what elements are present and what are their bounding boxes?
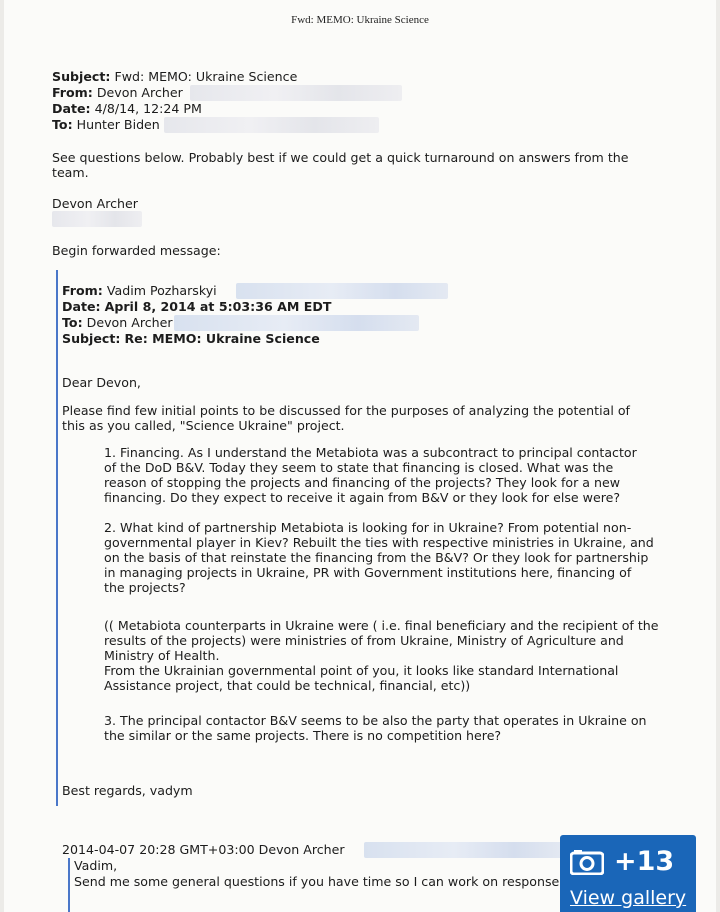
note-line: From the Ukrainian governmental point of you, it looks like standard International xyxy=(104,663,619,678)
quote-bar xyxy=(68,858,70,912)
view-gallery-label[interactable]: View gallery xyxy=(570,887,687,909)
point-1-line: reason of stopping the projects and financing of the projects? They look for a new xyxy=(104,475,621,490)
redacted-email xyxy=(164,117,379,133)
quote-bar xyxy=(56,366,58,806)
redacted-email xyxy=(364,842,564,858)
camera-icon xyxy=(570,849,604,875)
letter-intro-line: this as you called, "Science Ukraine" project. xyxy=(62,418,345,433)
note-line: Assistance project, that could be technical, financial, etc)) xyxy=(104,678,471,693)
note-line: results of the projects) were ministries of from Ukraine, Ministry of Agriculture and xyxy=(104,633,624,648)
redacted-email xyxy=(236,283,448,299)
note-line: (( Metabiota counterparts in Ukraine were ( i.e. final beneficiary and the recipient of the xyxy=(104,618,659,633)
document-header-title: Fwd: MEMO: Ukraine Science xyxy=(291,14,429,26)
outer-signature: Devon Archer xyxy=(52,196,138,211)
view-gallery-button[interactable] xyxy=(560,835,696,912)
quoted-line: Vadim, xyxy=(74,858,118,873)
letter-greeting: Dear Devon, xyxy=(62,375,141,390)
point-2-line: on the basis of that reinstate the financing from the B&V? Or they look for partnership xyxy=(104,550,649,565)
begin-forwarded-label: Begin forwarded message: xyxy=(52,243,221,258)
point-2-line: the projects? xyxy=(104,580,186,595)
quote-bar xyxy=(56,270,58,368)
fwd-from-line: From: Vadim Pozharskyi xyxy=(62,283,217,298)
gallery-count: +13 xyxy=(614,846,675,877)
letter-intro-line: Please find few initial points to be discussed for the purposes of analyzing the potential of xyxy=(62,403,630,418)
point-2-line: in managing projects in Ukraine, PR with Government institutions here, financing of xyxy=(104,565,632,580)
fwd-subject-line: Subject: Re: MEMO: Ukraine Science xyxy=(62,331,320,346)
outer-body-line: See questions below. Probably best if we could get a quick turnaround on answers from the xyxy=(52,150,629,165)
point-3-line: 3. The principal contactor B&V seems to be also the party that operates in Ukraine on xyxy=(104,713,647,728)
point-2-line: governmental player in Kiev? Rebuilt the ties with respective ministries in Ukraine, and xyxy=(104,535,654,550)
document-page xyxy=(4,0,716,912)
outer-body-line: team. xyxy=(52,165,89,180)
quoted-line: Send me some general questions if you have time so I can work on response xyxy=(74,874,560,889)
fwd-to-line: To: Devon Archer xyxy=(62,315,173,330)
redacted-contact xyxy=(52,211,142,227)
redacted-email xyxy=(190,85,402,101)
outer-date-line: Date: 4/8/14, 12:24 PM xyxy=(52,101,202,116)
point-1-line: financing. Do they expect to receive it again from B&V or they look for else were? xyxy=(104,490,621,505)
quoted-header: 2014-04-07 20:28 GMT+03:00 Devon Archer xyxy=(62,842,345,857)
redacted-email xyxy=(174,315,419,331)
fwd-date-line: Date: April 8, 2014 at 5:03:36 AM EDT xyxy=(62,299,332,314)
outer-from-line: From: Devon Archer xyxy=(52,85,183,100)
point-3-line: the similar or the same projects. There is no competition here? xyxy=(104,728,502,743)
point-2-line: 2. What kind of partnership Metabiota is looking for in Ukraine? From potential non- xyxy=(104,520,632,535)
point-1-line: 1. Financing. As I understand the Metabiota was a subcontract to principal contactor xyxy=(104,445,637,460)
letter-closing: Best regards, vadym xyxy=(62,783,193,798)
point-1-line: of the DoD B&V. Today they seem to state that financing is closed. What was the xyxy=(104,460,614,475)
note-line: Ministry of Health. xyxy=(104,648,220,663)
outer-to-line: To: Hunter Biden xyxy=(52,117,160,132)
outer-subject-line: Subject: Fwd: MEMO: Ukraine Science xyxy=(52,69,298,84)
